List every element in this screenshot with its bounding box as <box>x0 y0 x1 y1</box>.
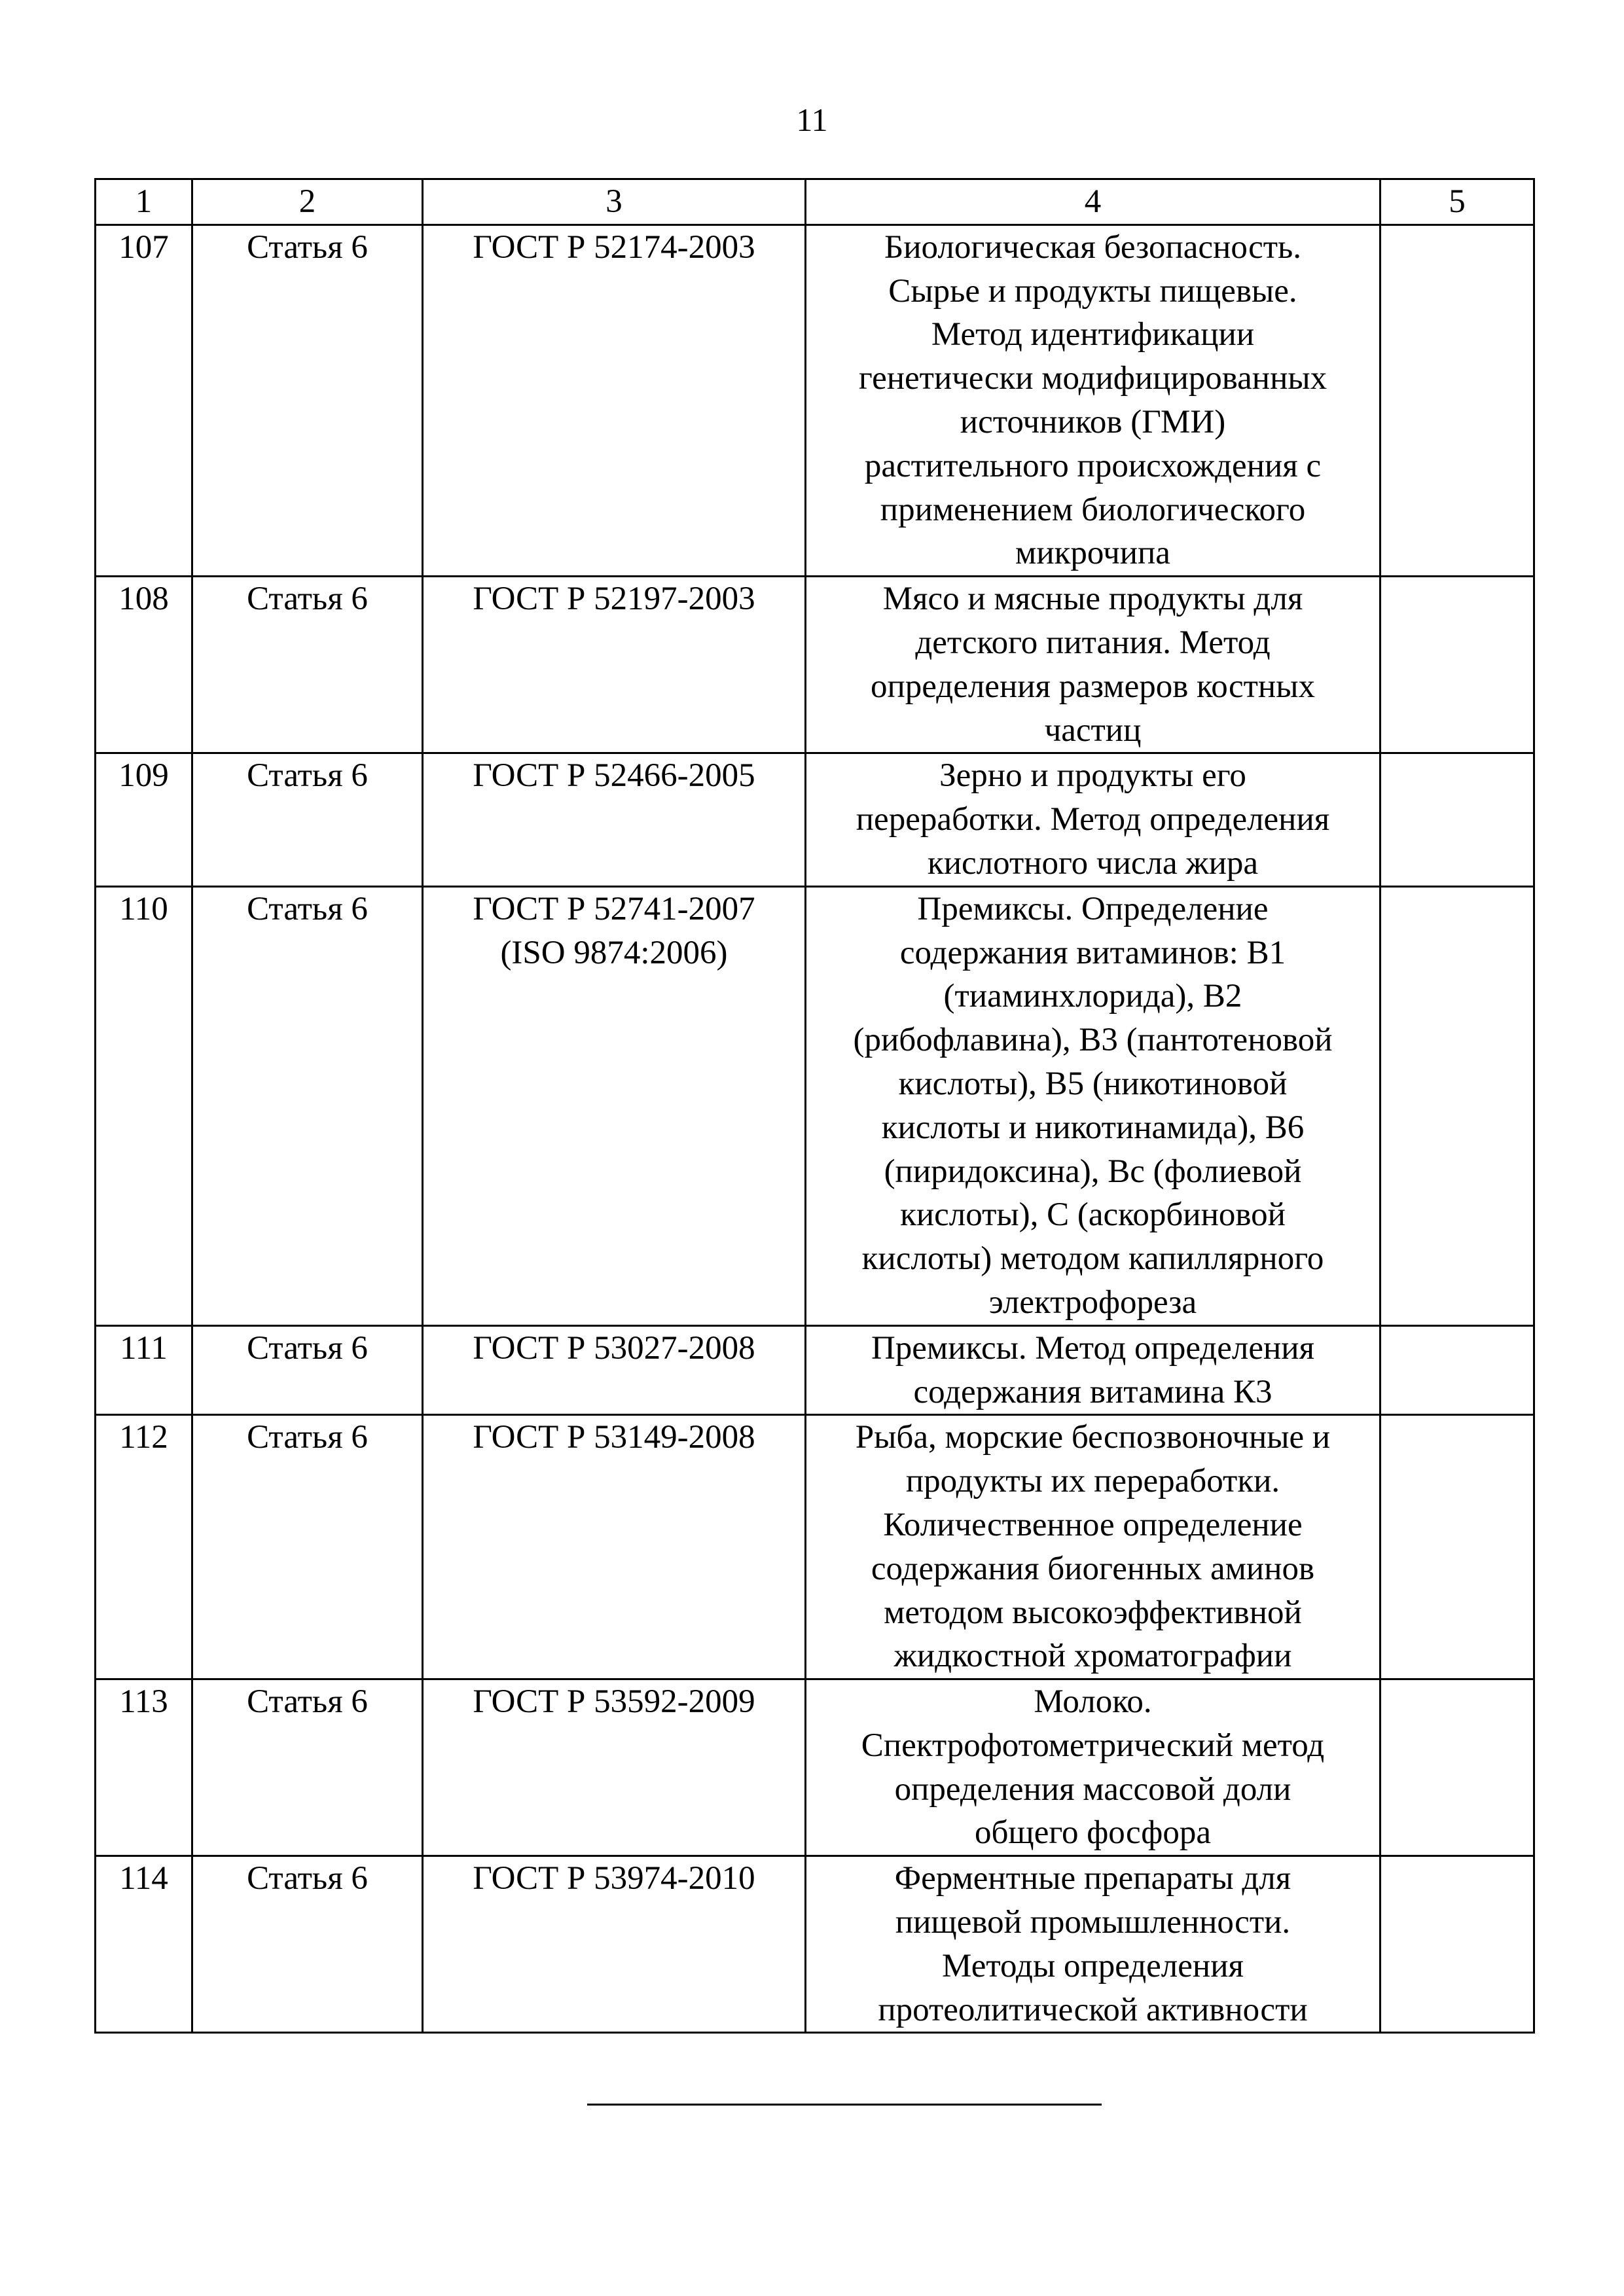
description-line: общего фосфора <box>974 1814 1211 1852</box>
row-number-cell: 114 <box>96 1856 192 2033</box>
table-row <box>96 1325 1534 1415</box>
description-line: (пиридоксина), Вс (фолиевой <box>884 1153 1302 1190</box>
standard-code: ГОСТ Р 52466-2005 <box>473 757 755 795</box>
description-line: (рибофлавина), В3 (пантотеновой <box>853 1022 1333 1059</box>
description-line: кислотного числа жира <box>927 844 1259 882</box>
article-cell: Статья 6 <box>192 1415 423 1679</box>
description-cell <box>806 1325 1380 1415</box>
standard-code: ГОСТ Р 52197-2003 <box>473 581 755 618</box>
description-line: детского питания. Метод <box>915 624 1271 661</box>
standard-cell <box>423 1325 806 1415</box>
description-line: протеолитической активности <box>878 1991 1308 2028</box>
description-line: Сырье и продукты пищевые. <box>888 272 1297 310</box>
table-row <box>96 224 1534 576</box>
description-cell <box>806 577 1380 753</box>
standard-code: ГОСТ Р 53149-2008 <box>473 1419 755 1456</box>
standard-code: ГОСТ Р 52741-2007 <box>473 890 755 927</box>
page-number: 11 <box>796 101 828 138</box>
description-line: Молоко. <box>1034 1683 1152 1721</box>
footer-divider <box>587 2104 1102 2106</box>
description-line: Мясо и мясные продукты для <box>882 581 1303 618</box>
table-row <box>96 577 1534 753</box>
standard-code: ГОСТ Р 52174-2003 <box>473 228 755 266</box>
article-cell: Статья 6 <box>192 577 423 753</box>
note-cell <box>1380 886 1534 1325</box>
description-line: Количественное определение <box>883 1506 1303 1543</box>
table-row <box>96 1415 1534 1679</box>
column-number-4: 4 <box>806 179 1380 225</box>
row-number-cell: 111 <box>96 1325 192 1415</box>
article-cell: Статья 6 <box>192 886 423 1325</box>
note-cell <box>1380 753 1534 886</box>
description-line: кислоты), С (аскорбиновой <box>900 1196 1286 1234</box>
column-number-1: 1 <box>96 179 192 225</box>
description-line: содержания витамина К3 <box>913 1373 1272 1410</box>
description-cell <box>806 224 1380 576</box>
standard-code: ГОСТ Р 53974-2010 <box>473 1860 755 1897</box>
note-cell <box>1380 1856 1534 2033</box>
description-line: Рыба, морские беспозвоночные и <box>855 1419 1331 1456</box>
description-line: растительного происхождения с <box>864 447 1322 484</box>
description-line: микрочипа <box>1015 535 1170 572</box>
description-line: переработки. Метод определения <box>856 801 1330 838</box>
description-line: Методы определения <box>942 1947 1244 1984</box>
row-number-cell: 112 <box>96 1415 192 1679</box>
description-line: кислоты и никотинамида), В6 <box>881 1109 1305 1146</box>
standard-code: ГОСТ Р 53592-2009 <box>473 1683 755 1721</box>
article-cell: Статья 6 <box>192 1856 423 2033</box>
standard-cell <box>423 1856 806 2033</box>
description-line: продукты их переработки. <box>905 1463 1280 1500</box>
description-cell <box>806 1679 1380 1856</box>
article-cell: Статья 6 <box>192 224 423 576</box>
row-number-cell: 109 <box>96 753 192 886</box>
note-cell <box>1380 577 1534 753</box>
standard-cell <box>423 886 806 1325</box>
description-line: Премиксы. Метод определения <box>871 1329 1315 1367</box>
note-cell <box>1380 1415 1534 1679</box>
article-cell: Статья 6 <box>192 753 423 886</box>
description-line: методом высокоэффективной <box>884 1594 1302 1631</box>
description-line: пищевой промышленности. <box>895 1904 1291 1941</box>
column-number-2: 2 <box>192 179 423 225</box>
standards-table <box>94 178 1535 2034</box>
standard-cell <box>423 224 806 576</box>
table-header-row <box>96 179 1534 225</box>
description-cell <box>806 753 1380 886</box>
description-line: содержания витаминов: В1 <box>899 934 1286 971</box>
standard-cell <box>423 1679 806 1856</box>
note-cell <box>1380 1325 1534 1415</box>
description-line: кислоты) методом капиллярного <box>861 1240 1324 1278</box>
standard-cell <box>423 1415 806 1679</box>
description-line: генетически модифицированных <box>858 360 1327 397</box>
row-number-cell: 113 <box>96 1679 192 1856</box>
table-row <box>96 753 1534 886</box>
description-line: Ферментные препараты для <box>894 1860 1291 1897</box>
description-cell <box>806 886 1380 1325</box>
row-number-cell: 107 <box>96 224 192 576</box>
description-line: Биологическая безопасность. <box>884 228 1302 266</box>
description-line: Зерно и продукты его <box>939 757 1246 795</box>
description-cell <box>806 1415 1380 1679</box>
row-number-cell: 110 <box>96 886 192 1325</box>
description-line: применением биологического <box>880 491 1306 528</box>
description-cell <box>806 1856 1380 2033</box>
description-line: Премиксы. Определение <box>917 890 1269 927</box>
description-line: кислоты), В5 (никотиновой <box>898 1065 1288 1102</box>
table-row <box>96 1679 1534 1856</box>
article-cell: Статья 6 <box>192 1679 423 1856</box>
description-line: жидкостной хроматографии <box>893 1638 1292 1675</box>
description-line: Метод идентификации <box>931 316 1255 353</box>
table-row <box>96 886 1534 1325</box>
column-number-5: 5 <box>1380 179 1534 225</box>
note-cell <box>1380 1679 1534 1856</box>
description-line: содержания биогенных аминов <box>871 1550 1315 1587</box>
description-line: частиц <box>1044 711 1142 749</box>
description-line: определения массовой доли <box>894 1770 1291 1808</box>
article-cell: Статья 6 <box>192 1325 423 1415</box>
standard-cell <box>423 577 806 753</box>
row-number-cell: 108 <box>96 577 192 753</box>
description-line: электрофореза <box>988 1283 1197 1321</box>
table-row <box>96 1856 1534 2033</box>
note-cell <box>1380 224 1534 576</box>
description-line: определения размеров костных <box>871 668 1315 705</box>
description-line: (тиаминхлорида), В2 <box>943 978 1242 1015</box>
description-line: источников (ГМИ) <box>960 403 1226 440</box>
description-line: Спектрофотометрический метод <box>861 1727 1325 1764</box>
standard-cell <box>423 753 806 886</box>
column-number-3: 3 <box>423 179 806 225</box>
standard-code: (ISO 9874:2006) <box>500 934 728 971</box>
standard-code: ГОСТ Р 53027-2008 <box>473 1329 755 1367</box>
